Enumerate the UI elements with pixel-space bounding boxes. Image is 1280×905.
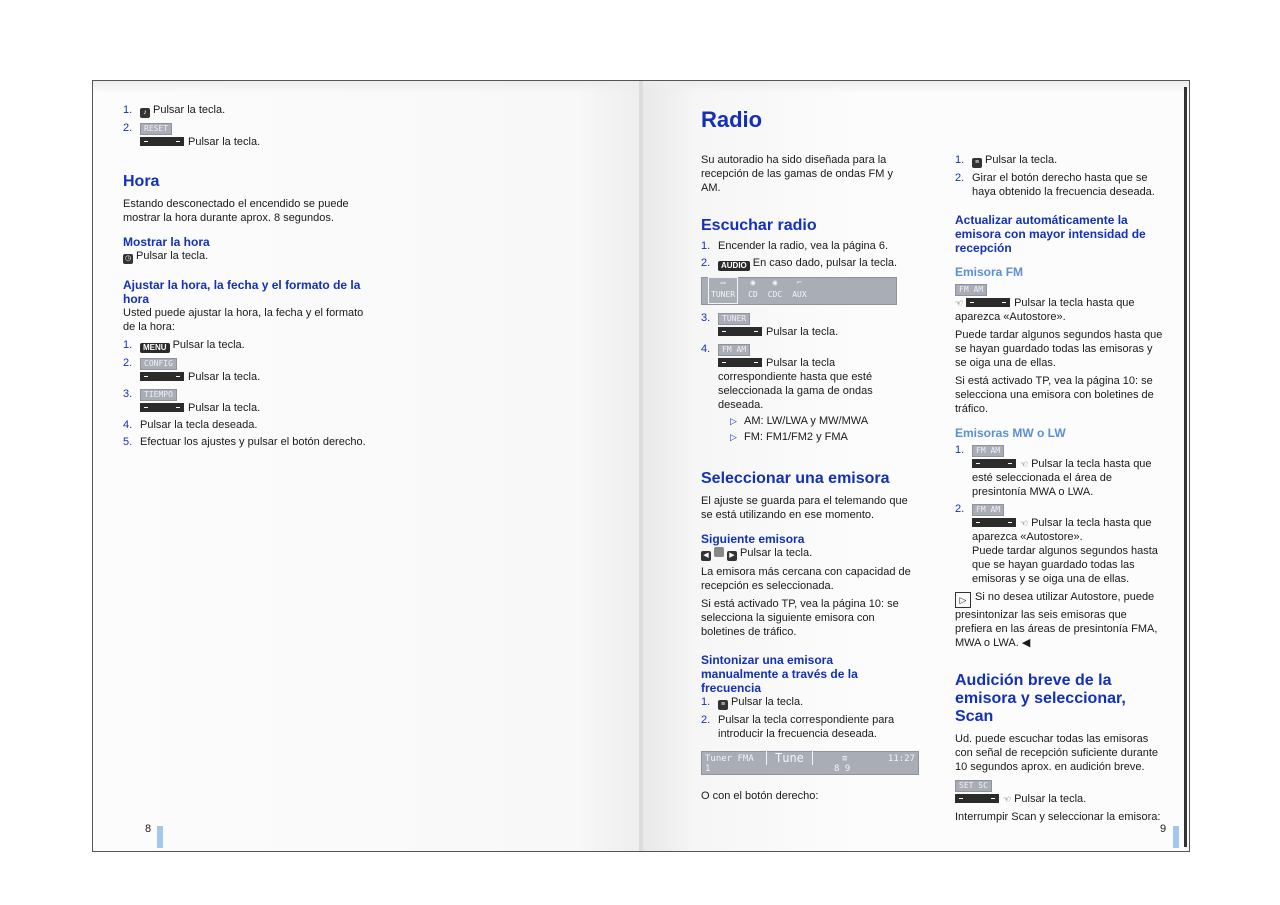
fm-p2: Si está activado TP, vea la página 10: se selecciona una emisora con boletines de tráfico. bbox=[955, 375, 1154, 415]
page-title-radio: Radio bbox=[701, 107, 763, 132]
siguiente-p2: Si está activado TP, vea la página 10: se selecciona la siguiente emisora con boletines de tráfico. bbox=[701, 598, 899, 638]
escuchar-steps-2 bbox=[701, 311, 911, 444]
step-text: Efectuar los ajustes y pulsar el botón derecho. bbox=[140, 436, 366, 448]
subsection-mostrar-hora: Mostrar la hora bbox=[123, 235, 210, 249]
note-row bbox=[955, 590, 1167, 650]
list-item: ▷ FM: FM1/FM2 y FMA bbox=[730, 430, 911, 444]
list-item bbox=[955, 171, 1167, 199]
seek-forward-key-icon: ▶ bbox=[727, 551, 737, 561]
frecuencia-steps bbox=[955, 153, 1167, 199]
subsection-ajustar-hora: Ajustar la hora, la fecha y el formato de la hora bbox=[123, 278, 361, 306]
list-item bbox=[701, 342, 911, 444]
section-title-hora: Hora bbox=[123, 173, 160, 190]
fm-am-display-key: FM AM bbox=[718, 344, 750, 356]
step-text: Pulsar la tecla. bbox=[188, 371, 261, 383]
fm-am-display-key: FM AM bbox=[972, 445, 1004, 457]
reset-steps bbox=[123, 103, 378, 149]
tiempo-display-key: TIEMPO bbox=[140, 389, 177, 401]
list-item bbox=[123, 387, 378, 415]
list-item bbox=[701, 256, 911, 271]
step-text: Girar el botón derecho hasta que se haya obtenido la frecuencia deseada. bbox=[972, 172, 1155, 198]
config-display-key: CONFIG bbox=[140, 358, 177, 370]
source-menu-display bbox=[701, 277, 897, 305]
list-item bbox=[955, 443, 1167, 499]
note-key-icon: ♪ bbox=[140, 108, 150, 118]
soft-key-icon bbox=[718, 327, 762, 336]
siguiente-text-row bbox=[701, 546, 911, 561]
fm-text-row bbox=[955, 296, 1167, 324]
boton-text: O con el botón derecho: bbox=[701, 790, 819, 802]
ajustar-body: Usted puede ajustar la hora, la fecha y el formato de la hora: bbox=[123, 307, 364, 333]
display-digits: 8 9 bbox=[834, 764, 851, 774]
step-extra: Puede tardar algunos segundos hasta que se hayan guardado todas las emisoras y se oiga una de ellas. bbox=[972, 545, 1158, 585]
escuchar-steps bbox=[701, 239, 911, 271]
step-number: 2. bbox=[955, 503, 965, 515]
section-title-escuchar: Escuchar radio bbox=[701, 217, 817, 234]
seek-back-key-icon: ◀ bbox=[701, 551, 711, 561]
aux-cable-icon: ⌐ bbox=[797, 278, 802, 287]
page-tab-left bbox=[157, 826, 163, 848]
press-hold-hand-icon: ☜ bbox=[1020, 518, 1029, 528]
step-number: 1. bbox=[123, 339, 133, 351]
hora-body: Estando desconectado el encendido se puede mostrar la hora durante aprox. 8 segundos. bbox=[123, 198, 349, 224]
step-number: 1. bbox=[701, 696, 711, 708]
step-text: Pulsar la tecla correspondiente para introducir la frecuencia deseada. bbox=[718, 714, 895, 740]
menu-list-key-icon: ≡ bbox=[718, 700, 728, 710]
step-number: 4. bbox=[701, 343, 711, 355]
source-label: CDC bbox=[767, 290, 783, 299]
set-sc-display-key: SET SC bbox=[955, 780, 992, 792]
reset-display-key: RESET bbox=[140, 123, 172, 135]
step-number: 3. bbox=[701, 312, 711, 324]
display-menu-icon: ≡ bbox=[842, 754, 848, 764]
step-number: 2. bbox=[701, 714, 711, 726]
display-clock: 11:27 bbox=[887, 754, 915, 764]
source-label: CD bbox=[748, 290, 758, 299]
tuner-display-key: TUNER bbox=[718, 313, 750, 325]
step-text: Pulsar la tecla hasta que aparezca «Autostore». bbox=[972, 517, 1152, 543]
subsection-emisoras-mw-lw: Emisoras MW o LW bbox=[955, 426, 1066, 440]
cd-icon: ◉ bbox=[750, 278, 756, 287]
page-tab-right bbox=[1173, 826, 1179, 848]
soft-key-icon bbox=[140, 137, 184, 146]
audio-key: AUDIO bbox=[718, 261, 750, 271]
step-text: Pulsar la tecla. bbox=[188, 402, 261, 414]
list-item bbox=[701, 713, 911, 741]
step-number: 2. bbox=[701, 257, 711, 269]
fm-am-display-key: FM AM bbox=[955, 284, 987, 296]
display-preset: 1 bbox=[705, 764, 711, 774]
seek-separator-icon bbox=[714, 547, 724, 557]
list-item bbox=[123, 338, 378, 353]
list-item bbox=[123, 121, 378, 149]
subsection-sintonizar-manual: Sintonizar una emisora manualmente a través de la frecuencia bbox=[701, 653, 858, 695]
display-band: Tuner FMA bbox=[705, 754, 754, 764]
step-number: 1. bbox=[701, 240, 711, 252]
scan-text: Pulsar la tecla. bbox=[1014, 793, 1087, 805]
section-title-scan: Audición breve de la emisora y seleccionar, Scan bbox=[955, 672, 1126, 725]
menu-list-key-icon: ≡ bbox=[972, 158, 982, 168]
source-option-tuner bbox=[708, 277, 738, 304]
step-text: Pulsar la tecla. bbox=[731, 696, 804, 708]
subsection-siguiente-emisora: Siguiente emisora bbox=[701, 532, 805, 546]
page-left bbox=[93, 81, 641, 851]
end-marker-icon: ◀ bbox=[1021, 637, 1031, 649]
note-triangle-icon: ▷ bbox=[955, 592, 971, 608]
list-item bbox=[123, 418, 378, 432]
book-spine bbox=[639, 81, 643, 851]
siguiente-text: Pulsar la tecla. bbox=[740, 547, 813, 559]
scan-text-row bbox=[955, 792, 1167, 806]
step-text: Pulsar la tecla. bbox=[153, 104, 226, 116]
manual-steps bbox=[701, 695, 911, 741]
left-column bbox=[123, 103, 378, 452]
soft-key-icon bbox=[972, 518, 1016, 527]
step-number: 4. bbox=[123, 419, 133, 431]
step-text: Pulsar la tecla. bbox=[172, 339, 245, 351]
press-hold-hand-icon: ☜ bbox=[955, 298, 964, 308]
note-text: Si no desea utilizar Autostore, puede presintonizar las seis emisoras que prefiera en las áreas de presintonía FMA, MWA o LWA. bbox=[955, 591, 1158, 649]
page-right bbox=[641, 81, 1189, 851]
seleccionar-body: El ajuste se guarda para el telemando que se está utilizando en ese momento. bbox=[701, 495, 908, 521]
fm-am-display-key: FM AM bbox=[972, 504, 1004, 516]
list-item bbox=[955, 502, 1167, 586]
tuner-icon: ▭ bbox=[720, 278, 726, 287]
clock-key-icon: ◷ bbox=[124, 255, 132, 262]
source-option-cdc bbox=[768, 278, 782, 304]
soft-key-icon bbox=[972, 459, 1016, 468]
mostrar-text-row bbox=[123, 249, 378, 264]
press-hold-hand-icon: ☜ bbox=[1020, 459, 1029, 469]
step-number: 1. bbox=[955, 154, 965, 166]
step-text: Pulsar la tecla deseada. bbox=[140, 419, 258, 431]
radio-intro: Su autoradio ha sido diseñada para la recepción de las gamas de ondas FM y AM. bbox=[701, 154, 893, 194]
step-number: 1. bbox=[123, 104, 133, 116]
siguiente-p1: La emisora más cercana con capacidad de recepción es seleccionada. bbox=[701, 566, 911, 592]
fm-text: Pulsar la tecla hasta que aparezca «Autostore». bbox=[955, 297, 1135, 323]
soft-key-icon bbox=[966, 298, 1010, 307]
step-number: 2. bbox=[955, 172, 965, 184]
mw-steps bbox=[955, 443, 1167, 586]
step-text: Pulsar la tecla hasta que esté seleccionada el área de presintonía MWA o LWA. bbox=[972, 458, 1152, 498]
subsection-actualizar: Actualizar automáticamente la emisora con mayor intensidad de recepción bbox=[955, 213, 1146, 255]
source-option-aux bbox=[792, 278, 806, 304]
list-item bbox=[123, 356, 378, 384]
list-item bbox=[123, 103, 378, 118]
source-label: TUNER bbox=[711, 290, 736, 299]
subsection-emisora-fm: Emisora FM bbox=[955, 265, 1024, 279]
step-number: 2. bbox=[123, 357, 133, 369]
list-item bbox=[123, 435, 378, 449]
step-text: Encender la radio, vea la página 6. bbox=[718, 240, 889, 252]
page-number-right: 9 bbox=[1160, 823, 1167, 835]
ajustar-steps bbox=[123, 338, 378, 449]
list-item bbox=[701, 239, 911, 253]
tune-display bbox=[701, 751, 919, 775]
step-text: Pulsar la tecla. bbox=[188, 136, 261, 148]
step-number: 5. bbox=[123, 436, 133, 448]
step-text: En caso dado, pulsar la tecla. bbox=[752, 257, 898, 269]
fm-display-row bbox=[955, 282, 1167, 296]
soft-key-icon bbox=[718, 358, 762, 367]
band-list bbox=[730, 414, 911, 444]
display-mode: Tune bbox=[766, 750, 813, 765]
right-column-1 bbox=[701, 107, 915, 803]
mostrar-text: Pulsar la tecla. bbox=[136, 250, 209, 262]
scan-end: Interrumpir Scan y seleccionar la emisora: bbox=[955, 811, 1161, 823]
press-hold-hand-icon: ☜ bbox=[1003, 794, 1012, 804]
soft-key-icon bbox=[140, 372, 184, 381]
soft-key-icon bbox=[955, 794, 999, 803]
step-text: Pulsar la tecla correspondiente hasta que esté seleccionada la gama de ondas deseada. bbox=[718, 357, 873, 411]
page-top-shadow bbox=[641, 81, 1189, 93]
soft-key-icon bbox=[140, 403, 184, 412]
page-top-shadow bbox=[93, 81, 641, 93]
step-text: Pulsar la tecla. bbox=[766, 326, 839, 338]
list-item: ▷ AM: LW/LWA y MW/MWA bbox=[730, 414, 911, 428]
step-number: 2. bbox=[123, 122, 133, 134]
source-option-cd bbox=[748, 278, 758, 304]
right-column-2 bbox=[955, 153, 1167, 824]
scan-display-row bbox=[955, 778, 1167, 792]
manual-spread bbox=[92, 80, 1190, 852]
scan-body: Ud. puede escuchar todas las emisoras con señal de recepción suficiente durante 10 segundos aprox. en audición breve. bbox=[955, 733, 1159, 773]
cdc-icon: ◉ bbox=[772, 278, 778, 287]
source-label: AUX bbox=[792, 290, 807, 299]
list-item bbox=[701, 311, 911, 339]
list-item bbox=[955, 153, 1167, 168]
fm-p1: Puede tardar algunos segundos hasta que se hayan guardado todas las emisoras y se oiga una de ellas. bbox=[955, 329, 1163, 369]
page-edge-line bbox=[1184, 87, 1187, 847]
section-title-seleccionar: Seleccionar una emisora bbox=[701, 470, 890, 487]
page-number-left: 8 bbox=[145, 823, 152, 835]
step-number: 3. bbox=[123, 388, 133, 400]
menu-key: MENU bbox=[140, 343, 170, 353]
list-item bbox=[701, 695, 911, 710]
step-text: Pulsar la tecla. bbox=[985, 154, 1058, 166]
step-number: 1. bbox=[955, 444, 965, 456]
